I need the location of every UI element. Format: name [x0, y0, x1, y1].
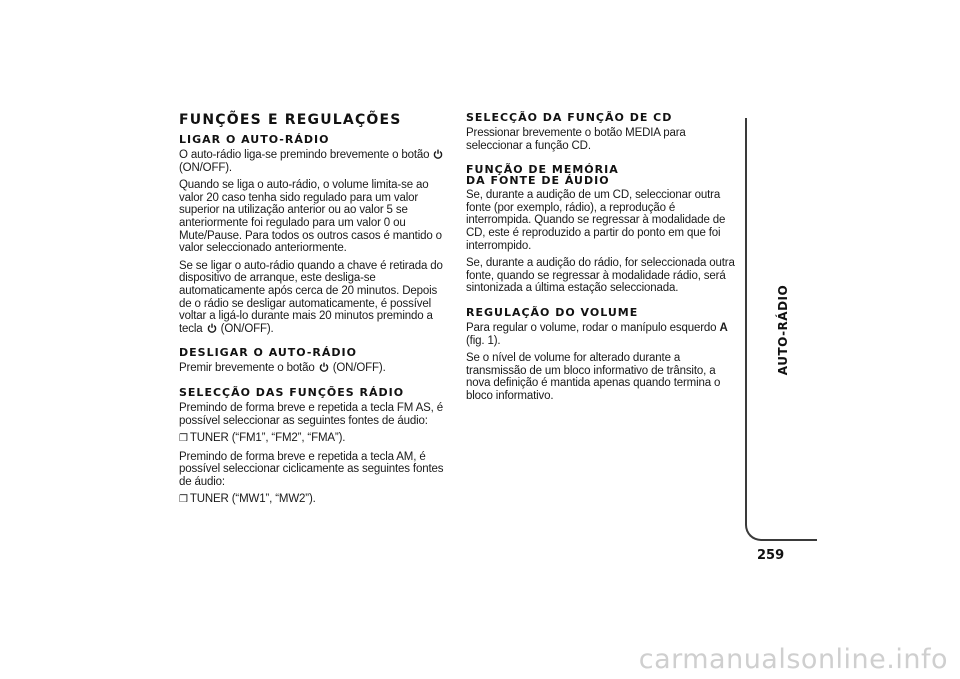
paragraph-text: O auto-rádio liga-se premindo brevemente o botão [179, 149, 430, 161]
power-button-icon [433, 149, 443, 159]
section-heading-seleccao-radio: SELECÇÃO DAS FUNÇÕES RÁDIO [179, 385, 405, 399]
paragraph: Premindo de forma breve e repetida a tecla FM AS, é possível seleccionar as seguintes fontes de áudio: [179, 401, 444, 427]
paragraph: Se, durante a audição do rádio, for seleccionada outra fonte, quando se regressar à modalidade rádio, será sintonizada a última estação seleccionada. [466, 257, 735, 295]
paragraph: Se o nível de volume for alterado durante a transmissão de um bloco informativo de trânsito, a nova definição é mantida apenas quando termina o bloco informativo. [466, 352, 721, 402]
bullet-text: TUNER (“MW1”, “MW2”). [189, 493, 316, 506]
bullet-text: TUNER (“FM1”, “FM2”, “FMA”). [189, 432, 346, 445]
section-heading-desligar: DESLIGAR O AUTO-RÁDIO [179, 346, 357, 360]
section-memoria-fonte [466, 164, 738, 295]
section-volume [466, 307, 738, 403]
chapter-label: AUTO-RÁDIO [776, 284, 790, 376]
section-heading-ligar: LIGAR O AUTO-RÁDIO [179, 133, 330, 146]
figure-reference-letter: A [719, 321, 728, 334]
section-heading-volume: REGULAÇÃO DO VOLUME [466, 305, 639, 319]
checkbox-bullet-icon: ❒ [179, 494, 188, 506]
left-column [179, 112, 449, 512]
section-seleccao-radio [179, 387, 449, 507]
paragraph-text: (ON/OFF). [179, 161, 232, 174]
section-heading-memoria-fonte [466, 164, 738, 186]
section-funcao-cd [466, 112, 738, 152]
paragraph-text: Se se ligar o auto-rádio quando a chave é retirada do dispositivo de arranque, este desliga-se automaticamente após cerca de 20 minutos. Depois de o rádio se desligar automaticamente, é possível voltar a ligá-lo durante mais 20 minutos premindo a tecla [179, 259, 443, 335]
section-ligar [179, 134, 449, 335]
paragraph: Se, durante a audição de um CD, seleccionar outra fonte (por exemplo, rádio), a reprodução é interrompida. Quando se regressar à modalidade de CD, este é reproduzido a partir do ponto em que foi interrompido. [466, 189, 726, 252]
paragraph: Quando se liga o auto-rádio, o volume limita-se ao valor 20 caso tenha sido regulado para um valor superior na utilização anterior ou ao valor 5 se anteriormente foi regulado para um valor 0 ou Mute/Pause. Para todos os outros casos é mantido o valor seleccionado anteriormente. [179, 179, 442, 255]
section-desligar [179, 347, 449, 375]
right-column [466, 112, 738, 408]
paragraph-text: (fig. 1). [466, 334, 501, 347]
paragraph [179, 362, 449, 375]
heading-line: FUNÇÃO DE MEMÓRIA [466, 163, 619, 177]
checkbox-bullet-icon: ❒ [179, 433, 188, 445]
heading-line: DA FONTE DE ÁUDIO [466, 174, 610, 188]
section-heading-funcao-cd: SELECÇÃO DA FUNÇÃO DE CD [466, 111, 673, 124]
page-title: FUNÇÕES E REGULAÇÕES [179, 112, 402, 128]
paragraph-text: Premir brevemente o botão [179, 362, 315, 375]
paragraph [179, 260, 449, 336]
bullet-item [179, 432, 449, 446]
page-number: 259 [757, 548, 785, 563]
paragraph: Pressionar brevemente o botão MEDIA para seleccionar a função CD. [466, 127, 686, 152]
power-button-icon [319, 362, 329, 372]
power-button-icon [207, 323, 217, 333]
paragraph-text: (ON/OFF). [220, 322, 274, 335]
bullet-item [179, 493, 449, 507]
paragraph [466, 322, 738, 347]
paragraph-text: (ON/OFF). [332, 362, 386, 375]
paragraph: Premindo de forma breve e repetida a tecla AM, é possível seleccionar ciclicamente as seguintes fontes de áudio: [179, 450, 444, 488]
watermark: carmanualsonline.info [638, 644, 948, 675]
paragraph [179, 149, 449, 174]
paragraph-text: Para regular o volume, rodar o manípulo esquerdo [466, 321, 717, 334]
